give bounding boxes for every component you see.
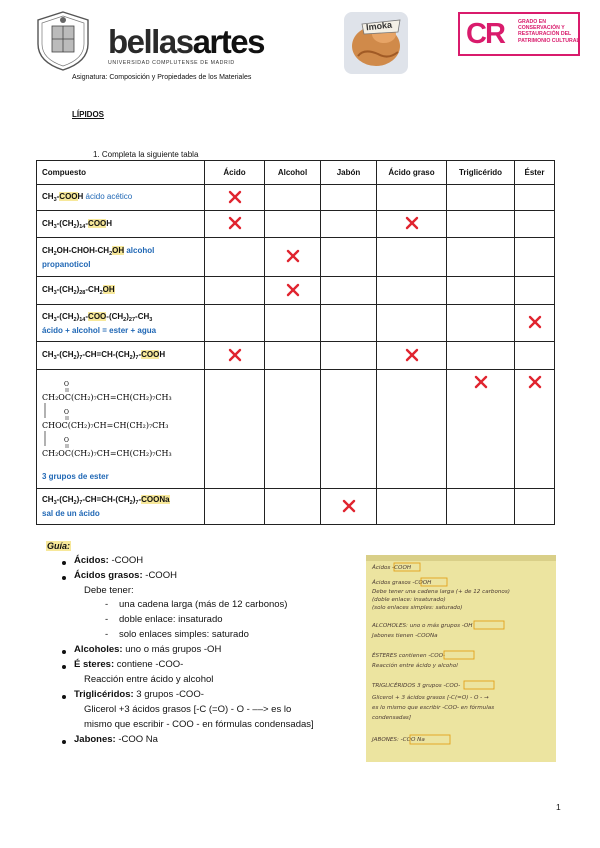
lipids-table — [36, 160, 555, 525]
cross-mark-icon — [285, 248, 301, 264]
guide-sub-item: doble enlace: insaturado — [119, 614, 223, 625]
mark-cell — [447, 238, 515, 277]
bullet-dot — [62, 561, 66, 565]
compound-cell — [37, 277, 205, 305]
cross-mark-icon — [285, 282, 301, 298]
guide-trig-detail: Glicerol +3 ácidos grasos [-C (=O) - O - ––> es lo — [84, 704, 292, 715]
mark-cell — [205, 305, 265, 342]
guide-value: 3 grupos -COO- — [136, 689, 204, 700]
mark-cell — [377, 238, 447, 277]
mark-cell — [515, 342, 555, 370]
mascot-label: Imoka — [365, 19, 393, 33]
table-row — [37, 211, 555, 238]
subject-line: Asignatura: Composición y Propiedades de los Materiales — [72, 74, 252, 81]
guide-alcoholes — [74, 644, 221, 655]
compound-formula: $CH_3-(CH_2)_7-CH=CH-(CH_2)_7$-COOH — [42, 350, 166, 361]
bullet-dot — [62, 665, 66, 669]
guide-value: contiene -COO- — [116, 659, 184, 670]
guide-sub-item: una cadena larga (más de 12 carbonos) — [119, 599, 288, 610]
mark-cell — [205, 277, 265, 305]
mark-cell — [321, 305, 377, 342]
mark-cell — [377, 185, 447, 211]
cr-degree-text: GRADO EN CONSERVACIÓN Y RESTAURACIÓN DEL PATRIMONIO CULTURAL — [518, 19, 580, 44]
compound-cell — [37, 305, 205, 342]
cr-logo — [458, 12, 580, 56]
guide-acidos-grasos — [74, 570, 177, 581]
note-line: Ácidos grasos -COOH — [372, 580, 432, 586]
note-line: Ácidos -COOH — [372, 565, 412, 571]
mark-cell — [377, 211, 447, 238]
mark-cell — [205, 489, 265, 525]
guide-value: -COO Na — [118, 734, 158, 745]
brand-name-dark: artes — [192, 23, 264, 60]
guide-title: Guía: — [47, 541, 71, 551]
note-line: Reacción entre ácido y alcohol — [372, 663, 458, 669]
mark-cell — [265, 277, 321, 305]
note-line: ÉSTERES contienen -COO- — [372, 653, 446, 659]
compound-note: sal de un ácido — [42, 509, 100, 518]
mark-cell — [265, 238, 321, 277]
mark-cell — [377, 305, 447, 342]
cross-mark-icon — [227, 189, 243, 205]
svg-text:O: O — [64, 408, 69, 416]
guide-esteres-detail: Reacción entre ácido y alcohol — [84, 674, 214, 685]
note-line: (doble enlace: insaturado) — [372, 597, 446, 603]
cross-mark-icon — [341, 498, 357, 514]
guide-label: Ácidos: — [74, 555, 109, 566]
compound-note-line2: propanoticol — [42, 259, 91, 269]
note-line: ALCOHOLES: uno o más grupos -OH — [372, 623, 473, 629]
mark-cell — [205, 370, 265, 489]
note-line: JABONES: -COO Na — [372, 737, 425, 743]
compound-note: ácido + alcohol = ester + agua — [42, 325, 157, 335]
guide-sub-item: solo enlaces simples: saturado — [119, 629, 249, 640]
compound-cell — [37, 185, 205, 211]
dash-marker: - — [105, 629, 109, 640]
guide-acidos — [74, 555, 143, 566]
mark-cell — [515, 185, 555, 211]
mark-cell — [447, 489, 515, 525]
guide-label: Alcoholes: — [74, 644, 123, 655]
page-number: 1 — [556, 802, 561, 812]
svg-text:O: O — [64, 436, 69, 444]
table-row — [37, 238, 555, 277]
guide-jabones — [74, 734, 158, 745]
structure-line: CHOC(CH₂)₇CH=CH(CH₂)₇CH₃ — [42, 420, 169, 430]
compound-cell — [37, 238, 205, 277]
mark-cell — [447, 305, 515, 342]
note-line: TRIGLICÉRIDOS 3 grupos -COO- — [372, 683, 461, 689]
compound-formula: $CH_3-(CH_2)_{28}-CH_2OH$ — [42, 285, 115, 296]
table-row — [37, 370, 555, 489]
mark-cell — [377, 489, 447, 525]
compound-formula: $CH_3-(CH_2)_7-CH=CH-(CH_2)_7$-COONa — [42, 495, 170, 506]
bullet-dot — [62, 650, 66, 654]
compound-formula: $CH_3-(CH_2)_{14}$-COOH — [42, 218, 113, 230]
compound-cell — [37, 370, 205, 489]
cross-mark-icon — [527, 374, 543, 390]
triglyceride-structure — [42, 378, 192, 462]
note-line: Glicerol + 3 ácidos grasos [-C(=O) - O - → — [372, 695, 489, 701]
mark-cell — [447, 211, 515, 238]
bullet-dot — [62, 576, 66, 580]
mark-cell — [515, 305, 555, 342]
mark-cell — [321, 342, 377, 370]
mark-cell — [377, 277, 447, 305]
header-ester: Éster — [515, 161, 555, 185]
cross-mark-icon — [527, 314, 543, 330]
university-seal-logo — [34, 10, 92, 72]
compound-note: alcohol — [126, 245, 155, 255]
note-line: Debe tener una cadena larga (+ de 12 carbonos) — [372, 589, 510, 595]
mark-cell — [377, 342, 447, 370]
table-row — [37, 489, 555, 525]
guide-trigliceridos — [74, 689, 204, 700]
compound-note: 3 grupos de ester — [42, 471, 109, 481]
table-header-row — [37, 161, 555, 185]
mark-cell — [265, 370, 321, 489]
compound-formula: $CH_3-(CH_2)_{14}-COO-(CH_2)_{27}-CH_3$ — [42, 311, 153, 323]
mark-cell — [515, 238, 555, 277]
mark-cell — [515, 277, 555, 305]
bullet-dot — [62, 695, 66, 699]
compound-formula: $CH_3$-COOH — [42, 192, 84, 203]
guide-debe-tener: Debe tener: — [84, 585, 134, 596]
mark-cell — [515, 489, 555, 525]
brand-subtitle: UNIVERSIDAD COMPLUTENSE DE MADRID — [108, 60, 235, 66]
mark-cell — [265, 211, 321, 238]
structure-line: CH₂OC(CH₂)₇CH=CH(CH₂)₇CH₃ — [42, 448, 172, 458]
cross-mark-icon — [473, 374, 489, 390]
compound-note: ácido acético — [85, 192, 133, 201]
mark-cell — [205, 211, 265, 238]
header-acido-graso: Ácido graso — [377, 161, 447, 185]
bullet-dot — [62, 740, 66, 744]
guide-label: Jabones: — [74, 734, 116, 745]
mark-cell — [205, 185, 265, 211]
table-row — [37, 342, 555, 370]
cross-mark-icon — [404, 215, 420, 231]
mark-cell — [447, 370, 515, 489]
compound-cell — [37, 211, 205, 238]
mark-cell — [205, 238, 265, 277]
guide-esteres — [74, 659, 183, 670]
compound-cell — [37, 489, 205, 525]
instruction: 1. Completa la siguiente tabla — [93, 150, 199, 159]
mark-cell — [321, 185, 377, 211]
guide-value: uno o más grupos -OH — [125, 644, 222, 655]
mark-cell — [265, 185, 321, 211]
mark-cell — [377, 370, 447, 489]
header-jabon: Jabón — [321, 161, 377, 185]
note-line: es lo mismo que escribir -COO- en fórmulas — [372, 705, 495, 711]
handwritten-notes-photo — [366, 555, 556, 762]
section-title: LÍPIDOS — [72, 110, 105, 119]
mark-cell — [321, 277, 377, 305]
mark-cell — [515, 211, 555, 238]
mark-cell — [447, 185, 515, 211]
guide-value: -COOH — [111, 555, 144, 566]
guide-label: Triglicéridos: — [74, 689, 134, 700]
note-line: condensadas] — [372, 715, 411, 721]
mark-cell — [321, 489, 377, 525]
mark-cell — [321, 211, 377, 238]
cross-mark-icon — [227, 215, 243, 231]
dash-marker: - — [105, 614, 109, 625]
mascot-image — [344, 12, 408, 74]
cross-mark-icon — [404, 347, 420, 363]
table-row — [37, 277, 555, 305]
structure-line: CH₂OC(CH₂)₇CH=CH(CH₂)₇CH₃ — [42, 392, 172, 402]
guide-label: Ácidos grasos: — [74, 570, 143, 581]
header-compuesto: Compuesto — [37, 161, 205, 185]
mark-cell — [447, 277, 515, 305]
guide-value: -COOH — [145, 570, 177, 581]
cr-mark: CR — [466, 18, 504, 50]
table-row — [37, 305, 555, 342]
note-line: (solo enlaces simples: saturado) — [372, 605, 463, 611]
compound-cell — [37, 342, 205, 370]
header-alcohol: Alcohol — [265, 161, 321, 185]
mark-cell — [447, 342, 515, 370]
mark-cell — [265, 305, 321, 342]
note-line: Jabones tienen -COONa — [372, 633, 438, 639]
header-trigliceridos: Triglicérido — [447, 161, 515, 185]
mark-cell — [321, 370, 377, 489]
cross-mark-icon — [227, 347, 243, 363]
brand-name-light: bellas — [108, 23, 193, 60]
guide-trig-detail: mismo que escribir - COO - en fórmulas condensadas] — [84, 719, 314, 730]
dash-marker: - — [105, 599, 109, 610]
svg-text:O: O — [64, 380, 69, 388]
header-acido: Ácido — [205, 161, 265, 185]
mark-cell — [321, 238, 377, 277]
mark-cell — [205, 342, 265, 370]
guide-label: É steres: — [74, 659, 115, 670]
mark-cell — [515, 370, 555, 489]
table-row — [37, 185, 555, 211]
notes-sheet — [366, 555, 556, 762]
compound-formula: $CH_2OH-CHOH-CH_2OH$ — [42, 245, 125, 257]
bellasartes-logo — [108, 23, 264, 66]
mark-cell — [265, 489, 321, 525]
mark-cell — [265, 342, 321, 370]
